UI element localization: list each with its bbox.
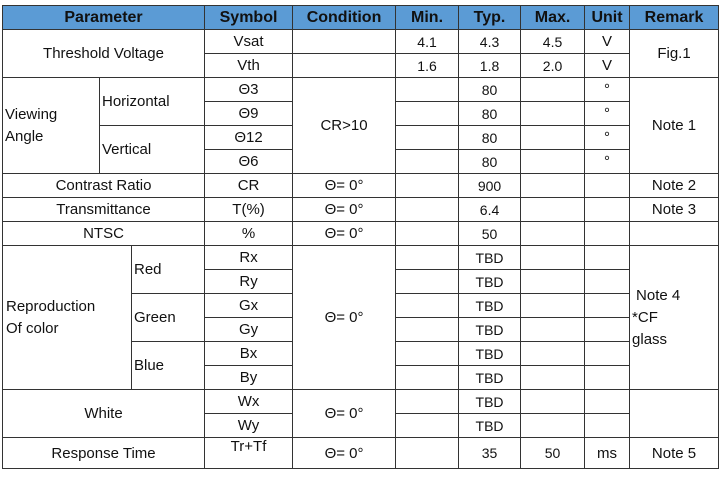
typ-cell: 1.8 [459, 54, 521, 78]
typ-cell: 50 [459, 222, 521, 246]
max-cell [521, 102, 585, 126]
condition-cell: Θ= 0° [293, 174, 396, 198]
header-unit: Unit [585, 6, 630, 30]
symbol-cell: Θ6 [205, 150, 293, 174]
viewing-angle-line2: Angle [5, 127, 44, 145]
typ-cell: TBD [459, 294, 521, 318]
min-cell [396, 150, 459, 174]
typ-cell: 80 [459, 126, 521, 150]
white-condition: Θ= 0° [293, 390, 396, 438]
max-cell [521, 198, 585, 222]
header-typ: Typ. [459, 6, 521, 30]
symbol-cell: CR [205, 174, 293, 198]
unit-cell [585, 390, 630, 414]
max-cell [521, 126, 585, 150]
min-cell [396, 198, 459, 222]
unit-cell [585, 198, 630, 222]
symbol-cell: Rx [205, 246, 293, 270]
vertical-label: Vertical [100, 126, 205, 174]
remark-note4-line2: *CF [632, 308, 658, 326]
typ-cell: 6.4 [459, 198, 521, 222]
typ-cell: TBD [459, 318, 521, 342]
horizontal-label: Horizontal [100, 78, 205, 126]
max-cell [521, 150, 585, 174]
typ-cell: 35 [459, 438, 521, 469]
table-row [3, 174, 719, 198]
max-cell [521, 246, 585, 270]
symbol-cell: Wy [205, 414, 293, 438]
table-row [3, 78, 719, 102]
viewing-angle-line1: Viewing [5, 105, 58, 123]
remark-fig1: Fig.1 [630, 30, 719, 78]
symbol-cell: Wx [205, 390, 293, 414]
blue-label: Blue [132, 342, 205, 390]
min-cell [396, 390, 459, 414]
max-cell [521, 342, 585, 366]
unit-cell: ° [585, 126, 630, 150]
max-cell: 2.0 [521, 54, 585, 78]
unit-cell [585, 366, 630, 390]
min-cell [396, 246, 459, 270]
min-cell [396, 126, 459, 150]
condition-cell: Θ= 0° [293, 222, 396, 246]
symbol-cell: Gx [205, 294, 293, 318]
unit-cell [585, 270, 630, 294]
table-row [3, 30, 719, 54]
remark-note4-line1: Note 4 [636, 286, 681, 304]
optical-spec-table [2, 5, 719, 469]
symbol-cell: Tr+Tf [205, 438, 293, 469]
remark-cell [630, 222, 719, 246]
symbol-cell: Bx [205, 342, 293, 366]
typ-cell: 80 [459, 150, 521, 174]
table-row [3, 198, 719, 222]
typ-cell: TBD [459, 366, 521, 390]
contrast-ratio-label: Contrast Ratio [3, 174, 205, 198]
header-symbol: Symbol [205, 6, 293, 30]
red-label: Red [132, 246, 205, 294]
header-remark: Remark [630, 6, 719, 30]
min-cell [396, 342, 459, 366]
unit-cell: V [585, 54, 630, 78]
remark-note5: Note 5 [630, 438, 719, 469]
table-row [3, 222, 719, 246]
max-cell [521, 222, 585, 246]
remark-note2: Note 2 [630, 174, 719, 198]
typ-cell: TBD [459, 246, 521, 270]
max-cell [521, 366, 585, 390]
max-cell [521, 174, 585, 198]
max-cell [521, 294, 585, 318]
remark-note4 [630, 246, 719, 390]
typ-cell: 80 [459, 102, 521, 126]
unit-cell [585, 222, 630, 246]
unit-cell [585, 294, 630, 318]
header-parameter: Parameter [3, 6, 205, 30]
typ-cell: TBD [459, 390, 521, 414]
min-cell: 1.6 [396, 54, 459, 78]
transmittance-label: Transmittance [3, 198, 205, 222]
max-cell: 4.5 [521, 30, 585, 54]
viewing-condition: CR>10 [293, 78, 396, 174]
viewing-angle-label [3, 78, 100, 174]
reproduction-line2: Of color [6, 319, 59, 337]
reproduction-label [3, 246, 132, 390]
remark-note1: Note 1 [630, 78, 719, 174]
max-cell [521, 78, 585, 102]
remark-note4-line3: glass [632, 330, 668, 348]
typ-cell: 4.3 [459, 30, 521, 54]
min-cell [396, 318, 459, 342]
symbol-cell: Vth [205, 54, 293, 78]
symbol-cell: % [205, 222, 293, 246]
reproduction-line1: Reproduction [6, 297, 96, 315]
condition-cell: Θ= 0° [293, 198, 396, 222]
symbol-cell: T(%) [205, 198, 293, 222]
symbol-cell: Vsat [205, 30, 293, 54]
ntsc-label: NTSC [3, 222, 205, 246]
green-label: Green [132, 294, 205, 342]
min-cell [396, 222, 459, 246]
symbol-cell: Θ9 [205, 102, 293, 126]
symbol-cell: Ry [205, 270, 293, 294]
min-cell: 4.1 [396, 30, 459, 54]
response-time-label: Response Time [3, 438, 205, 469]
header-condition: Condition [293, 6, 396, 30]
symbol-cell: Gy [205, 318, 293, 342]
min-cell [396, 78, 459, 102]
threshold-voltage-label: Threshold Voltage [3, 30, 205, 78]
typ-cell: TBD [459, 342, 521, 366]
max-cell [521, 414, 585, 438]
symbol-cell: By [205, 366, 293, 390]
max-cell [521, 270, 585, 294]
min-cell [396, 174, 459, 198]
typ-cell: 900 [459, 174, 521, 198]
unit-cell [585, 246, 630, 270]
table-row [3, 246, 719, 270]
min-cell [396, 294, 459, 318]
typ-cell: 80 [459, 78, 521, 102]
unit-cell [585, 414, 630, 438]
max-cell: 50 [521, 438, 585, 469]
header-min: Min. [396, 6, 459, 30]
header-max: Max. [521, 6, 585, 30]
condition-cell [293, 30, 396, 54]
typ-cell: TBD [459, 414, 521, 438]
unit-cell: V [585, 30, 630, 54]
max-cell [521, 390, 585, 414]
min-cell [396, 438, 459, 469]
condition-cell [293, 54, 396, 78]
min-cell [396, 102, 459, 126]
condition-cell: Θ= 0° [293, 438, 396, 469]
unit-cell [585, 174, 630, 198]
unit-cell: ° [585, 78, 630, 102]
unit-cell: ms [585, 438, 630, 469]
min-cell [396, 414, 459, 438]
min-cell [396, 270, 459, 294]
typ-cell: TBD [459, 270, 521, 294]
white-label: White [3, 390, 205, 438]
unit-cell [585, 342, 630, 366]
unit-cell [585, 318, 630, 342]
remark-cell [630, 390, 719, 438]
remark-note3: Note 3 [630, 198, 719, 222]
min-cell [396, 366, 459, 390]
table-row [3, 390, 719, 414]
header-row [3, 6, 719, 30]
unit-cell: ° [585, 102, 630, 126]
symbol-cell: Θ3 [205, 78, 293, 102]
max-cell [521, 318, 585, 342]
unit-cell: ° [585, 150, 630, 174]
reproduction-condition: Θ= 0° [293, 246, 396, 390]
symbol-cell: Θ12 [205, 126, 293, 150]
table-row [3, 438, 719, 469]
